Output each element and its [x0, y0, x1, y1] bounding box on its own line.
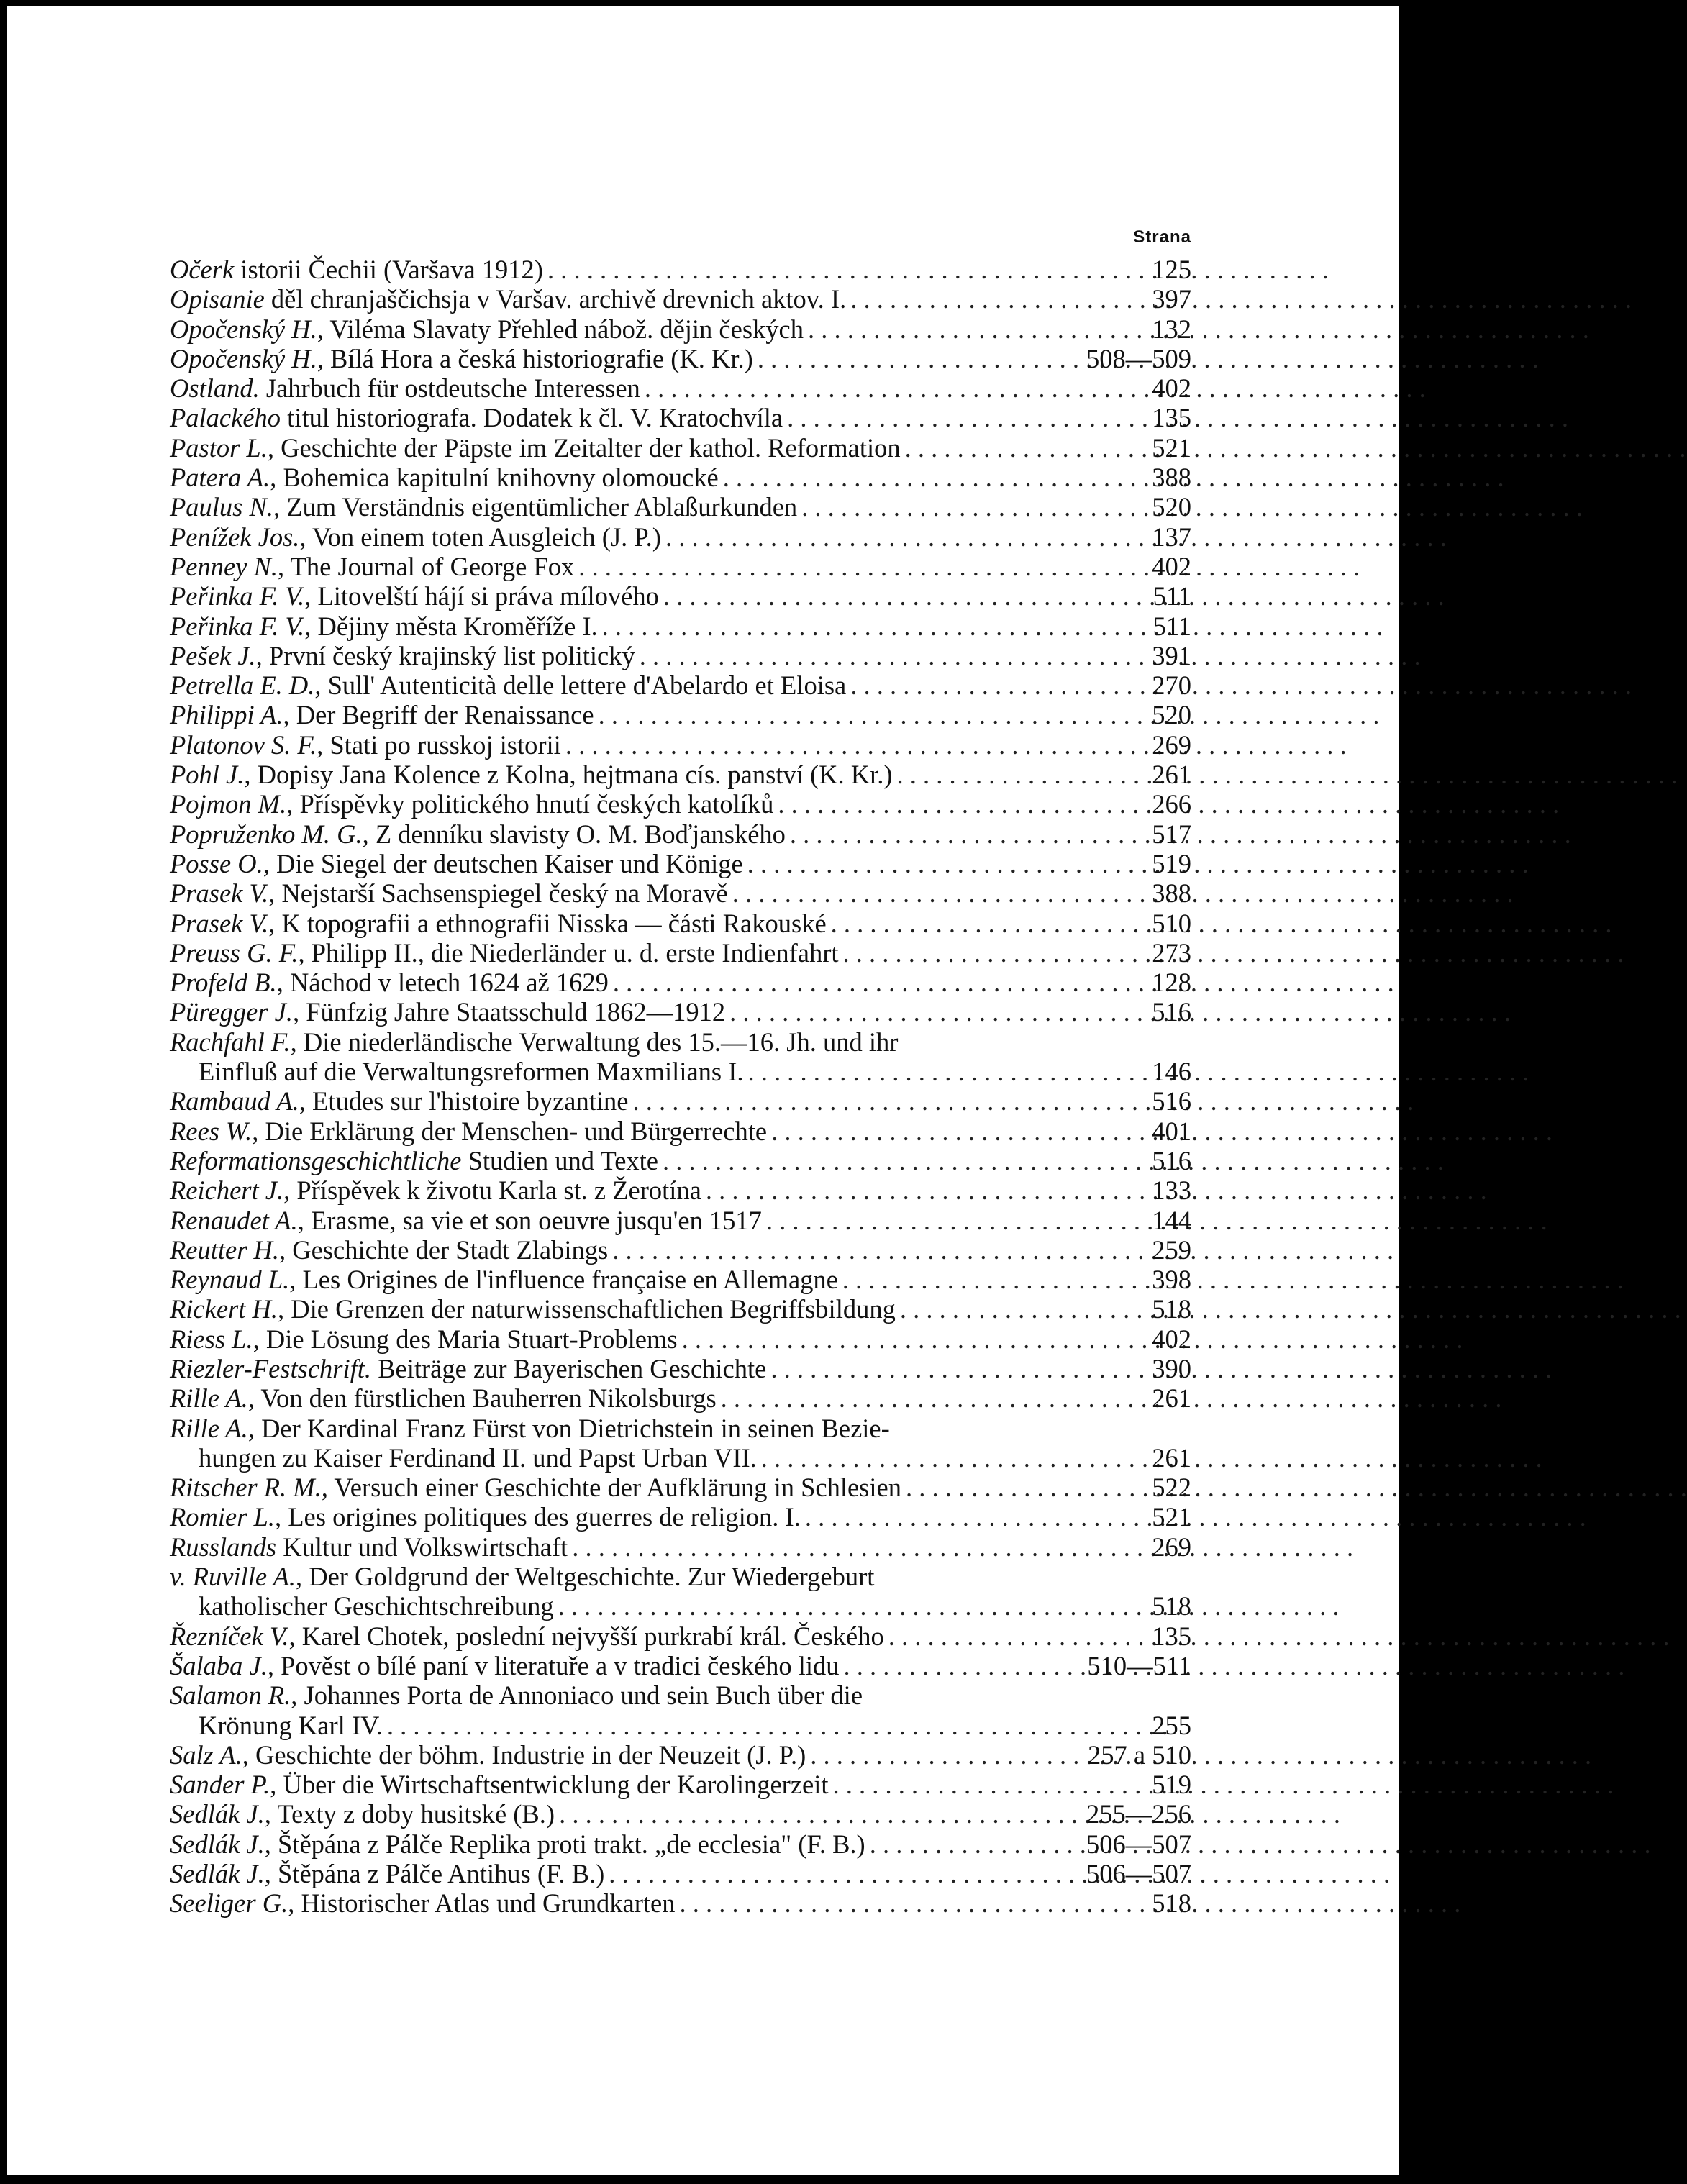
dot-leader [661, 522, 1152, 552]
entry-page: 510—511 [1087, 1650, 1191, 1680]
index-entry [170, 670, 1191, 700]
entry-page: 259 [1152, 1234, 1191, 1265]
dot-leader [675, 1888, 1152, 1918]
entry-title-continued: hungen zu Kaiser Ferdinand II. und Papst Urban VII. [199, 1442, 757, 1473]
dot-leader [719, 463, 1152, 492]
dot-leader [838, 1265, 1152, 1294]
index-entry [170, 1888, 1191, 1918]
index-entry [170, 284, 1191, 314]
entry-title: , Philipp II., die Niederländer u. d. erste Indienfahrt [298, 937, 839, 968]
entry-author: Paulus N. [170, 492, 273, 522]
index-entry [170, 789, 1191, 819]
entry-author: Reynaud L. [170, 1265, 290, 1295]
entry-author: Ritscher R. M. [170, 1473, 322, 1503]
entry-author: Peřinka F. V. [170, 581, 305, 611]
entry-page: 516 [1152, 1086, 1191, 1116]
book-page [7, 6, 1399, 2175]
index-entry [170, 1265, 1191, 1294]
entry-title: , Fünfzig Jahre Staatsschuld 1862—1912 [292, 997, 726, 1027]
entry-title: , Dějiny města Kroměříže I. [304, 611, 598, 641]
index-entry [170, 1532, 1191, 1562]
entry-author: Riess L. [170, 1324, 253, 1354]
entry-author: Pohl J. [170, 760, 245, 790]
entry-title: , První český krajinský list politický [255, 640, 635, 670]
index-entry [170, 997, 1191, 1027]
entry-author: Očerk [170, 255, 235, 284]
entry-author: Sedlák J. [170, 1859, 265, 1889]
entry-title: , Štěpána z Pálče Replika proti trakt. „de ecclesia" (F. B.) [264, 1829, 865, 1859]
dot-leader [804, 314, 1152, 344]
entry-title: Kultur und Volkswirtschaft [276, 1532, 568, 1562]
index-entry [170, 344, 1191, 373]
entry-page: 519 [1152, 1770, 1191, 1800]
entry-page: 132 [1152, 314, 1191, 344]
entry-title: , Viléma Slavaty Přehled nábož. dějin českých [317, 314, 804, 344]
index-entry [170, 909, 1191, 938]
entry-author: Petrella E. D. [170, 670, 315, 701]
entry-author: Renaudet A. [170, 1205, 298, 1235]
index-entry [170, 1740, 1191, 1770]
entry-author: Pešek J. [170, 640, 256, 670]
index-entry [170, 968, 1191, 997]
entry-author: Riezler-Festschrift. [170, 1353, 372, 1383]
entry-title: , Zum Verständnis eigentümlicher Ablaßurkunden [273, 492, 798, 522]
index-entry [170, 373, 1191, 403]
entry-page: 398 [1152, 1265, 1191, 1295]
dot-leader [659, 581, 1153, 611]
index-entry [170, 700, 1191, 729]
entry-author: Opisanie [170, 284, 265, 314]
entry-title: , Karel Chotek, poslední nejvyšší purkrabí král. Českého [288, 1621, 884, 1651]
entry-page: 135 [1152, 1621, 1191, 1651]
entry-title: , Z denníku slavisty O. M. Boďjanského [362, 819, 786, 849]
entry-page: 521 [1152, 1502, 1191, 1532]
entry-author: Prasek V. [170, 878, 269, 909]
entry-author: Penížek Jos. [170, 522, 300, 552]
entry-author: Pojmon M. [170, 789, 287, 819]
dot-leader [827, 909, 1152, 938]
index-entry [170, 1294, 1191, 1324]
entry-author: Salz A. [170, 1739, 242, 1770]
entry-page: 511 [1152, 611, 1191, 641]
entry-author: Reutter H. [170, 1234, 280, 1265]
entry-page: 388 [1152, 878, 1191, 909]
entry-page: 391 [1152, 640, 1191, 670]
dot-leader [762, 1206, 1152, 1235]
entry-title: , Litovelští hájí si práva mílového [304, 581, 659, 611]
entry-title: , Die Grenzen der naturwissenschaftlichen Begriffsbildung [278, 1294, 896, 1324]
entry-author: Philippi A. [170, 700, 283, 730]
entry-page: 269 [1152, 1532, 1191, 1562]
entry-page: 518 [1152, 1888, 1191, 1919]
entry-title: , Erasme, sa vie et son oeuvre jusqu'en 1517 [297, 1205, 762, 1235]
index-entry [170, 1651, 1191, 1680]
entry-page: 128 [1152, 968, 1191, 998]
index-entry [170, 878, 1191, 908]
entry-author: Sander P. [170, 1770, 270, 1800]
index-entry [170, 1502, 1191, 1532]
entry-author: Romier L. [170, 1502, 275, 1532]
index-entry [170, 314, 1191, 344]
dot-leader [658, 1146, 1152, 1175]
entry-author: Penney N. [170, 551, 278, 581]
entry-title: , Les origines politiques des guerres de religion. I. [275, 1502, 801, 1532]
entry-author: Püregger J. [170, 997, 293, 1027]
entry-title: , Die niederländische Verwaltung des 15.—16. Jh. und ihr [290, 1027, 899, 1057]
dot-leader [901, 433, 1152, 463]
entry-page: 261 [1152, 1383, 1191, 1414]
index-entry [170, 1383, 1191, 1413]
entry-title: Studien und Texte [461, 1145, 659, 1175]
entry-author: Rees W. [170, 1116, 253, 1146]
entry-title: , Von einem toten Ausgleich (J. P.) [299, 522, 661, 552]
entry-title: , Les Origines de l'influence française en Allemagne [289, 1265, 838, 1295]
dot-leader [608, 1235, 1152, 1265]
entry-title: titul historiografa. Dodatek k čl. V. Kratochvíla [281, 403, 783, 433]
dot-leader [839, 938, 1152, 968]
index-entry [170, 760, 1191, 789]
index-entry [170, 1354, 1191, 1383]
index-entry [170, 1770, 1191, 1799]
index-entry [170, 611, 1191, 641]
entry-author: Posse O. [170, 848, 263, 878]
entry-title: , Über die Wirtschaftsentwicklung der Karolingerzeit [270, 1770, 829, 1800]
index-entry [170, 938, 1191, 968]
entry-page: 518 [1152, 1294, 1191, 1324]
index-entry [170, 1116, 1191, 1146]
entry-author: Řezníček V. [170, 1621, 289, 1651]
page-column-label: Strana [1133, 227, 1191, 247]
entry-title: istorii Čechii (Varšava 1912) [234, 255, 543, 284]
dot-leader [801, 1502, 1152, 1532]
entry-page: 520 [1152, 492, 1191, 522]
entry-page: 518 [1152, 1591, 1191, 1621]
entry-title: , Dopisy Jana Kolence z Kolna, hejtmana cís. panství (K. Kr.) [244, 760, 893, 790]
entry-author: Platonov S. F. [170, 729, 317, 760]
entry-page: 266 [1152, 789, 1191, 819]
entry-title: , Štěpána z Pálče Antihus (F. B.) [264, 1859, 605, 1889]
entry-title: , Náchod v letech 1624 až 1629 [276, 968, 609, 998]
entry-title: , Historischer Atlas und Grundkarten [288, 1888, 676, 1919]
index-entry [170, 1829, 1191, 1859]
entry-title-continued: katholischer Geschichtschreibung [199, 1591, 554, 1621]
index-entry [170, 1086, 1191, 1116]
entry-author: Russlands [170, 1532, 277, 1562]
index-entry [170, 849, 1191, 878]
entry-page: 146 [1152, 1057, 1191, 1087]
dot-leader [598, 611, 1153, 641]
entry-title: , Die Lösung des Maria Stuart-Problems [253, 1324, 678, 1354]
index-entry [170, 641, 1191, 670]
index-entry [170, 1175, 1191, 1205]
index-entry [170, 1799, 1191, 1829]
entry-author: Rille A. [170, 1383, 248, 1414]
entry-title: , Johannes Porta de Annoniaco und sein Buch über die [291, 1680, 863, 1711]
dot-leader [628, 1086, 1152, 1116]
dot-leader [783, 403, 1152, 432]
index-entry [170, 1414, 1191, 1473]
dot-leader [766, 1354, 1152, 1383]
entry-page: 273 [1152, 937, 1191, 968]
entry-author: Preuss G. F. [170, 937, 299, 968]
entry-page: 144 [1152, 1205, 1191, 1235]
entry-page: 402 [1152, 1324, 1191, 1354]
entry-author: Profeld B. [170, 968, 277, 998]
dot-leader [725, 997, 1152, 1027]
entry-author: Palackého [170, 403, 281, 433]
entry-author: Opočenský H. [170, 314, 317, 344]
entry-title: , Geschichte der böhm. Industrie in der Neuzeit (J. P.) [242, 1739, 806, 1770]
dot-leader [609, 968, 1152, 997]
entry-author: Sedlák J. [170, 1799, 265, 1829]
dot-leader [555, 1799, 1086, 1829]
entry-page: 133 [1152, 1175, 1191, 1206]
entry-author: Reformationsgeschichtliche [170, 1145, 462, 1175]
dot-leader [829, 1770, 1152, 1799]
entry-title: , Der Kardinal Franz Fürst von Dietrichstein in seinen Bezie- [247, 1413, 890, 1443]
dot-leader [744, 1057, 1152, 1086]
dot-leader [543, 255, 1152, 284]
entry-page: 137 [1152, 522, 1191, 552]
dot-leader [554, 1591, 1152, 1621]
dot-leader [840, 1651, 1088, 1680]
entry-author: Rickert H. [170, 1294, 278, 1324]
entry-page: 261 [1152, 760, 1191, 790]
entry-title: , Bílá Hora a česká historiografie (K. Kr.) [317, 343, 753, 373]
entry-page: 135 [1152, 403, 1191, 433]
entry-title: , Pověst o bílé paní v literatuře a v tradici českého lidu [267, 1650, 840, 1680]
dot-leader [743, 849, 1152, 878]
entry-title: , Versuch einer Geschichte der Aufklärung in Schlesien [321, 1473, 901, 1503]
entry-title: , Die Erklärung der Menschen- und Bürgerrechte [252, 1116, 768, 1146]
entry-page: 522 [1152, 1473, 1191, 1503]
entry-author: Pastor L. [170, 432, 268, 463]
entry-author: Opočenský H. [170, 343, 317, 373]
entry-title-continued: Einfluß auf die Verwaltungsreformen Maxmilians I. [199, 1057, 744, 1087]
dot-leader [884, 1621, 1152, 1651]
dot-leader [594, 700, 1152, 729]
entry-title: , Etudes sur l'histoire byzantine [299, 1086, 629, 1116]
entry-page: 261 [1152, 1442, 1191, 1473]
entry-title: , Bohemica kapitulní knihovny olomoucké [270, 463, 719, 493]
dot-leader [797, 492, 1152, 522]
entry-page: 390 [1152, 1353, 1191, 1383]
entry-author: Reichert J. [170, 1175, 284, 1206]
entry-title: děl chranjaščichsja v Varšav. archivě drevnich aktov. I. [264, 284, 847, 314]
dot-leader [893, 760, 1152, 789]
index-entry [170, 552, 1191, 581]
dot-leader [701, 1175, 1152, 1205]
index-entry [170, 1562, 1191, 1621]
entry-page: 520 [1152, 700, 1191, 730]
entry-author: Rambaud A. [170, 1086, 299, 1116]
entry-author: Ostland. [170, 373, 260, 404]
index-entry [170, 522, 1191, 552]
entry-author: Rachfahl F. [170, 1027, 291, 1057]
entry-page: 508—509 [1086, 343, 1191, 373]
entry-title: , Příspěvky politického hnutí českých katolíků [286, 789, 774, 819]
entry-author: Prasek V. [170, 908, 269, 938]
dot-leader [678, 1324, 1152, 1354]
dot-leader [865, 1829, 1086, 1859]
entry-page: 401 [1152, 1116, 1191, 1146]
index-entry [170, 1473, 1191, 1502]
dot-leader [846, 284, 1152, 314]
entry-title: , Stati po russkoj istorii [317, 729, 561, 760]
dot-leader [604, 1859, 1086, 1888]
entry-author: Seeliger G. [170, 1888, 288, 1919]
entry-title: , Texty z doby husitské (B.) [264, 1799, 555, 1829]
entry-title: , Geschichte der Stadt Zlabings [279, 1234, 609, 1265]
dot-leader [640, 373, 1152, 403]
dot-leader [728, 878, 1152, 908]
entry-page: 521 [1152, 432, 1191, 463]
dot-leader [568, 1532, 1152, 1562]
entry-page: 397 [1152, 284, 1191, 314]
dot-leader [901, 1473, 1152, 1502]
entry-title: , The Journal of George Fox [278, 551, 575, 581]
index-entry [170, 1146, 1191, 1175]
entry-title: , Příspěvek k životu Karla st. z Žerotína [283, 1175, 701, 1206]
entry-page: 516 [1152, 997, 1191, 1027]
dot-leader [786, 819, 1152, 849]
entry-title: , K topografii a ethnografii Nisska — části Rakouské [268, 908, 827, 938]
dot-leader [806, 1740, 1088, 1770]
entry-title: , Der Goldgrund der Weltgeschichte. Zur Wiedergeburt [296, 1562, 875, 1592]
entry-page: 270 [1152, 670, 1191, 701]
entry-title: , Sull' Autenticità delle lettere d'Abelardo et Eloisa [314, 670, 847, 701]
index-entry [170, 819, 1191, 849]
entry-page: 402 [1152, 551, 1191, 581]
entry-author: v. Ruville A. [170, 1562, 296, 1592]
index-entry [170, 255, 1191, 284]
index-entry [170, 1680, 1191, 1740]
entry-page: 516 [1152, 1145, 1191, 1175]
entry-title-continued: Krönung Karl IV. [199, 1710, 383, 1740]
index-entry [170, 1027, 1191, 1087]
entry-page: 506—507 [1086, 1859, 1191, 1889]
entry-page: 257 a 510 [1088, 1739, 1191, 1770]
entry-title: Beiträge zur Bayerischen Geschichte [371, 1353, 767, 1383]
entry-author: Šalaba J. [170, 1650, 268, 1680]
entry-page: 511 [1152, 581, 1191, 611]
entry-author: Sedlák J. [170, 1829, 265, 1859]
index-entry [170, 1621, 1191, 1651]
dot-leader [561, 730, 1152, 760]
entry-page: 510 [1152, 908, 1191, 938]
dot-leader [767, 1116, 1152, 1146]
entry-page: 388 [1152, 463, 1191, 493]
index-entry [170, 492, 1191, 522]
index-entry [170, 1206, 1191, 1235]
index-entry [170, 1235, 1191, 1265]
entry-author: Salamon R. [170, 1680, 291, 1711]
dot-leader [753, 344, 1086, 373]
entry-page: 402 [1152, 373, 1191, 404]
index-entry [170, 403, 1191, 432]
entry-title: , Geschichte der Päpste im Zeitalter der kathol. Reformation [267, 432, 901, 463]
dot-leader [383, 1711, 1152, 1740]
dot-leader [896, 1294, 1152, 1324]
entry-title: , Von den fürstlichen Bauherren Nikolsburgs [247, 1383, 717, 1414]
dot-leader [757, 1443, 1152, 1473]
dot-leader [574, 552, 1152, 581]
dot-leader [635, 641, 1152, 670]
entry-author: Peřinka F. V. [170, 611, 305, 641]
index-entry [170, 1859, 1191, 1888]
entry-page: 517 [1152, 819, 1191, 849]
index-entries [170, 255, 1191, 1919]
entry-author: Rille A. [170, 1413, 248, 1443]
index-entry [170, 730, 1191, 760]
index-entry [170, 433, 1191, 463]
entry-page: 519 [1152, 848, 1191, 878]
entry-author: Popruženko M. G. [170, 819, 363, 849]
entry-page: 269 [1152, 729, 1191, 760]
entry-page: 255 [1152, 1710, 1191, 1740]
entry-page: 125 [1152, 255, 1191, 284]
entry-author: Patera A. [170, 463, 270, 493]
entry-title: , Der Begriff der Renaissance [283, 700, 594, 730]
entry-page: 255—256 [1086, 1799, 1191, 1829]
index-entry [170, 581, 1191, 611]
entry-title: , Nejstarší Sachsenspiegel český na Moravě [268, 878, 728, 909]
index-entry [170, 1324, 1191, 1354]
dot-leader [717, 1383, 1152, 1413]
index-entry [170, 463, 1191, 492]
dot-leader [773, 789, 1152, 819]
entry-page: 506—507 [1086, 1829, 1191, 1859]
entry-title: , Die Siegel der deutschen Kaiser und Könige [263, 848, 743, 878]
dot-leader [846, 670, 1152, 700]
entry-title: Jahrbuch für ostdeutsche Interessen [259, 373, 640, 404]
